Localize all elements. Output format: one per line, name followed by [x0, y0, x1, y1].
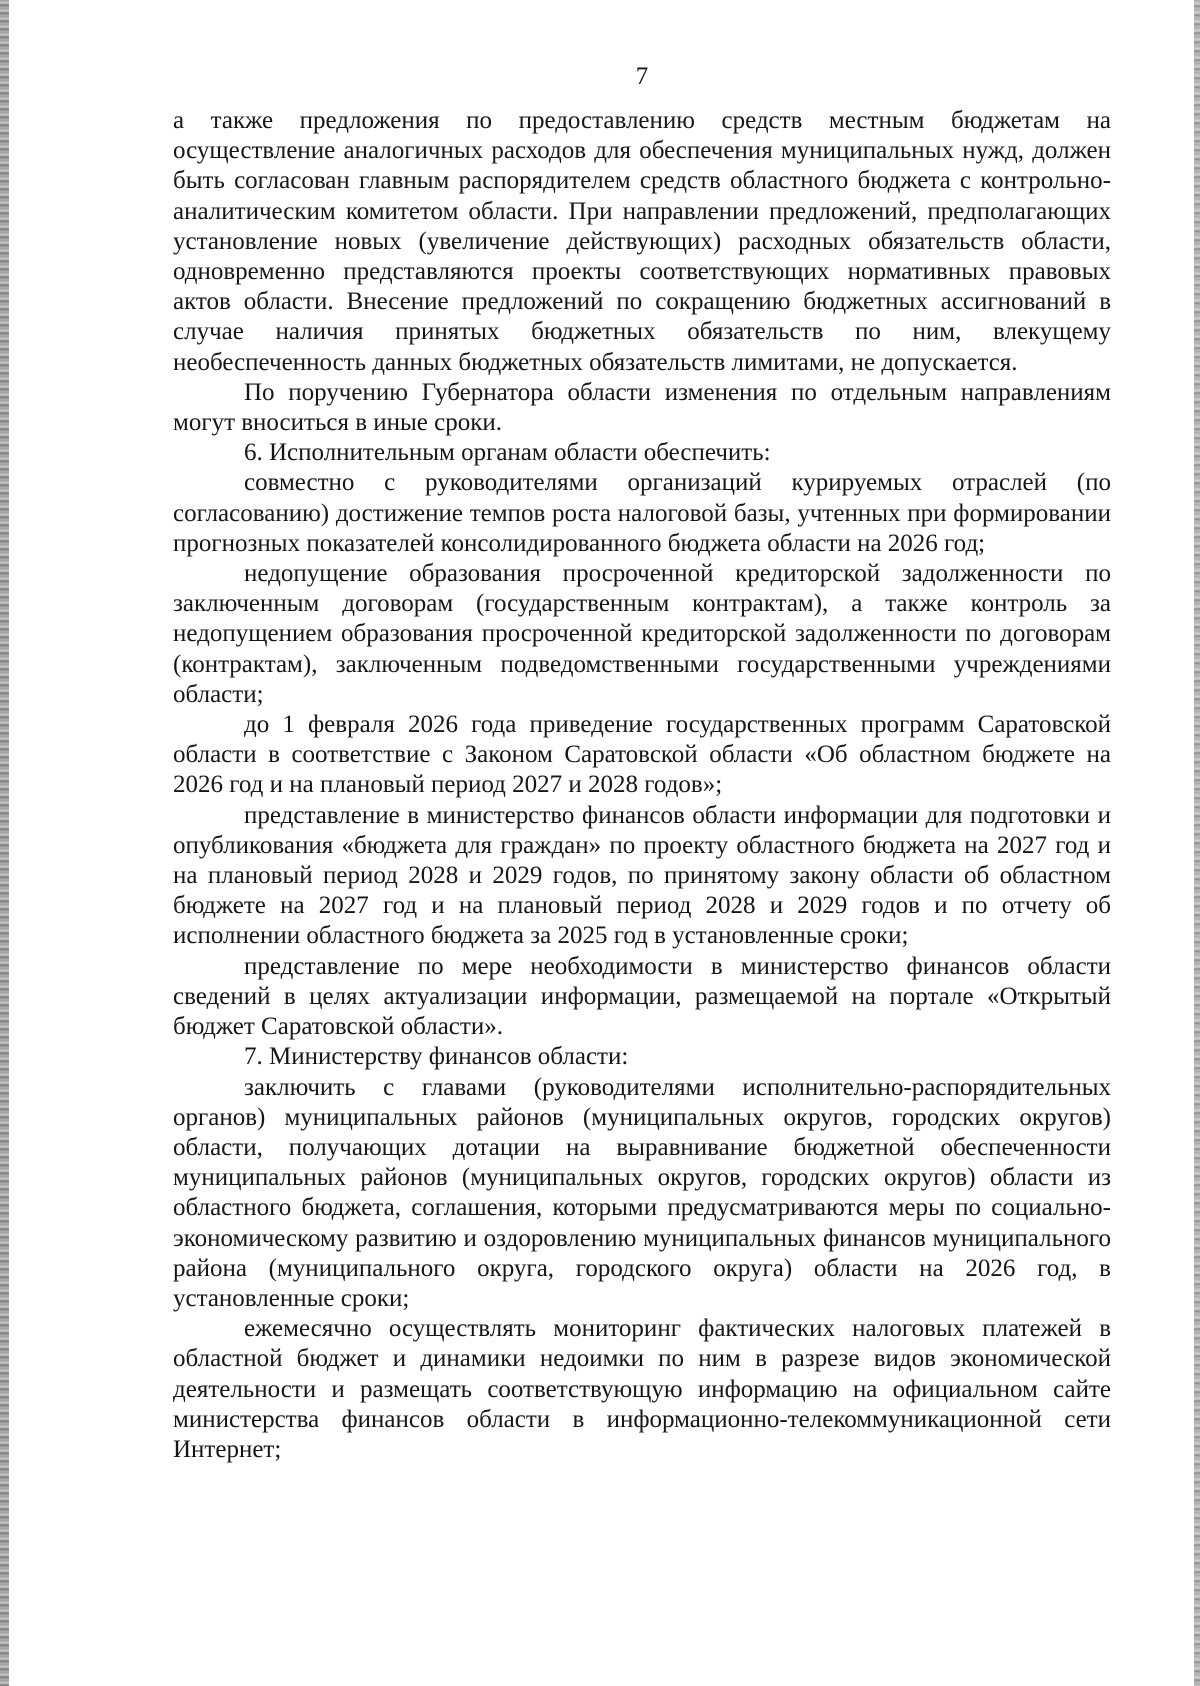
paragraph-open-budget-portal: представление по мере необходимости в министерство финансов области сведений в целях актуализации информации, размещаемой на портале «Открытый бюджет Саратовской области». [173, 952, 1111, 1041]
scan-edge-right [1194, 0, 1200, 1686]
scan-edge-left [0, 0, 9, 1686]
paragraph-tax-base-growth: совместно с руководителями организаций курируемых отраслей (по согласованию) достижение темпов роста налоговой базы, учтенных при формировании прогнозных показателей консолидированного бюджета области на 2026 год; [173, 469, 1111, 557]
paragraph-continuation: а также предложения по предоставлению средств местным бюджетам на осуществление аналогичных расходов для обеспечения муниципальных нужд, должен быть согласован главным распорядителем средств областного бюджета с контрольно-аналитическим комитетом области. При направлении предложений, предполагающих установление новых (увеличение действующих) расходных обязательств области, одновременно представляются проекты соответствующих нормативных правовых актов области. Внесение предложений по сокращению бюджетных ассигнований в случае наличия принятых бюджетных обязательств по ним, влекущему необеспеченность данных бюджетных обязательств лимитами, не допускается. [173, 107, 1111, 376]
paragraph-state-programs: до 1 февраля 2026 года приведение государственных программ Саратовской области в соответствие с Законом Саратовской области «Об областном бюджете на 2026 год и на плановый период 2027 и 2028 годов»; [173, 711, 1111, 799]
paragraph-monthly-monitoring: ежемесячно осуществлять мониторинг фактических налоговых платежей в областной бюджет и динамики недоимки по ним в разрезе видов экономической деятельности и размещать соответствующую информацию на официальном сайте министерства финансов области в информационно-телекоммуникационной сети Интернет; [173, 1315, 1111, 1463]
page-number: 7 [635, 63, 649, 90]
paragraph-agreements: заключить с главами (руководителями исполнительно-распорядительных органов) муниципальных районов (муниципальных округов, городских округов) области, получающих дотации на выравнивание бюджетной обеспеченности муниципальных районов (муниципальных округов, городских округов) области из областного бюджета, соглашения, которыми предусматриваются меры по социально-экономическому развитию и оздоровлению муниципальных финансов муниципального района (муниципального округа, городского округа) области на 2026 год, в установленные сроки; [173, 1073, 1111, 1312]
document-page [173, 62, 1111, 1465]
paragraph-item-6-heading: 6. Исполнительным органам области обеспечить: [244, 439, 771, 467]
paragraph-budget-for-citizens: представление в министерство финансов области информации для подготовки и опубликования «бюджета для граждан» по проекту областного бюджета на 2027 год и на плановый период 2028 и 2029 годов, по принятому закону области об областном бюджете на 2027 год и на плановый период 2028 и 2029 годов и по отчету об исполнении областного бюджета за 2025 год в установленные сроки; [173, 801, 1111, 950]
paragraph-creditor-debt: недопущение образования просроченной кредиторской задолженности по заключенным договорам (государственным контрактам), а также контроль за недопущением образования просроченной кредиторской задолженности по договорам (контрактам), заключенным подведомственными государственными учреждениями области; [173, 560, 1111, 708]
paragraph-item-7-heading: 7. Министерству финансов области: [244, 1043, 629, 1071]
paragraph-governor-instruction: По поручению Губернатора области изменения по отдельным направлениям могут вноситься в иные сроки. [173, 378, 1111, 437]
